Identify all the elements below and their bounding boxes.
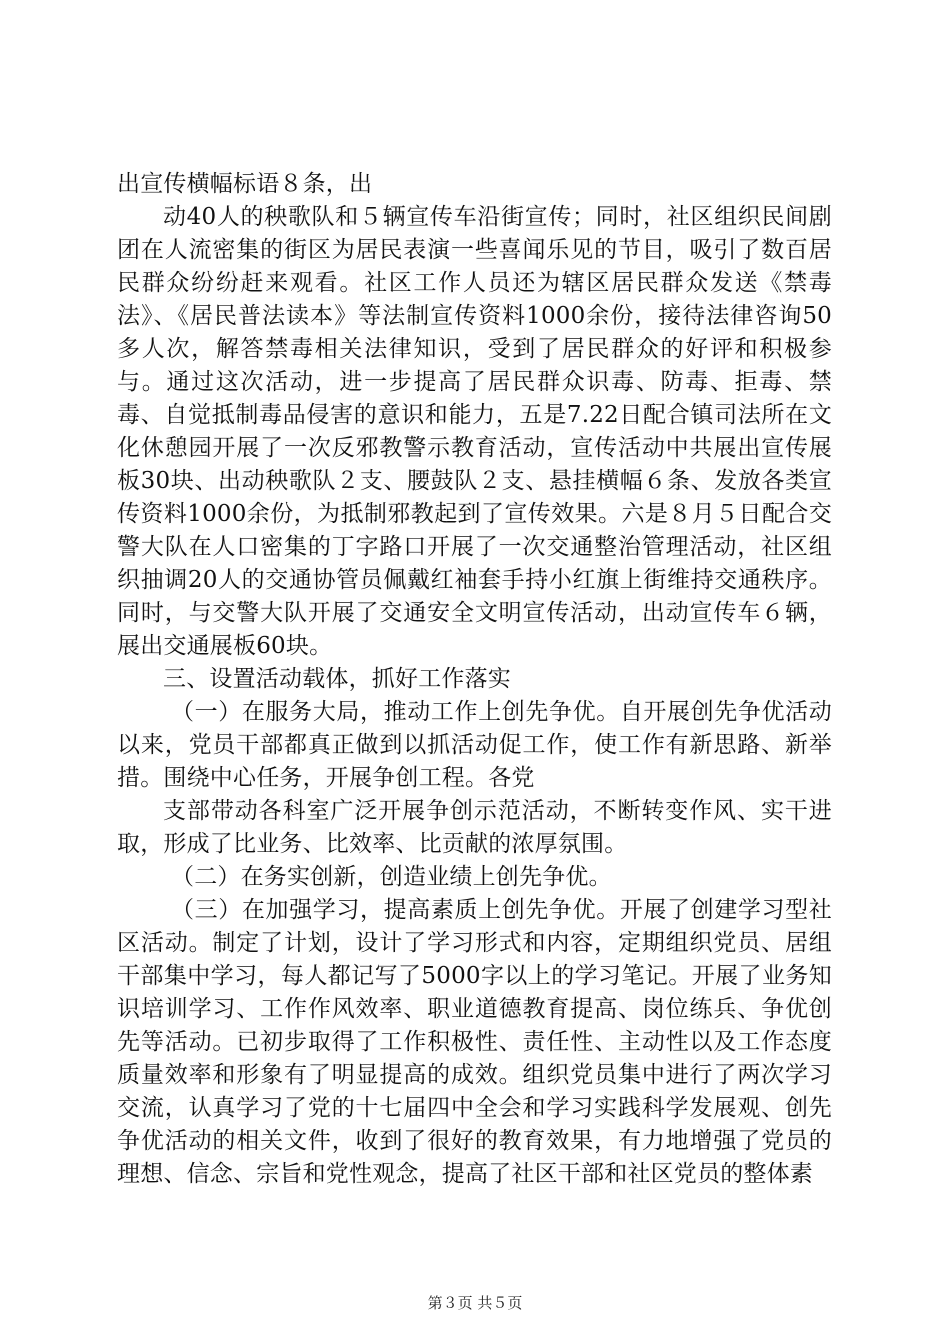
page-footer: 第３页 共５页 bbox=[427, 1294, 523, 1312]
document-body bbox=[117, 168, 832, 1191]
paragraph-continuation: 出宣传横幅标语８条，出 bbox=[117, 171, 373, 197]
paragraph-item-1: （一）在服务大局，推动工作上创先争优。自开展创先争优活动以来，党员干部都真正做到以抓活动促工作，使工作有新思路、新举措。围绕中心任务，开展争创工程。各党 bbox=[117, 699, 832, 791]
paragraph-item-3: （三）在加强学习，提高素质上创先争优。开展了创建学习型社区活动。制定了计划，设计了学习形式和内容，定期组织党员、居组干部集中学习，每人都记写了5000字以上的学习笔记。开展了业务知识培训学习、工作作风效率、职业道德教育提高、岗位练兵、争优创先等活动。已初步取得了工作积极性、责任性、主动性以及工作态度质量效率和形象有了明显提高的成效。组织党员集中进行了两次学习交流，认真学习了党的十七届四中全会和学习实践科学发展观、创先争优活动的相关文件，收到了很好的教育效果，有力地增强了党员的理想、信念、宗旨和党性观念，提高了社区干部和社区党员的整体素 bbox=[117, 897, 832, 1187]
section-heading-3: 三、设置活动载体，抓好工作落实 bbox=[163, 666, 511, 692]
paragraph-item-2: （二）在务实创新，创造业绩上创先争优。 bbox=[171, 864, 612, 890]
paragraph-activities: 动40人的秧歌队和５辆宣传车沿街宣传；同时，社区组织民间剧团在人流密集的街区为居民表演一些喜闻乐见的节目，吸引了数百居民群众纷纷赶来观看。社区工作人员还为辖区居民群众发送《禁毒法》、《居民普法读本》等法制宣传资料1000余份，接待法律咨询50多人次，解答禁毒相关法律知识，受到了居民群众的好评和积极参与。通过这次活动，进一步提高了居民群众识毒、防毒、拒毒、禁毒、自觉抵制毒品侵害的意识和能力，五是7.22日配合镇司法所在文化休憩园开展了一次反邪教警示教育活动，宣传活动中共展出宣传展板30块、出动秧歌队２支、腰鼓队２支、悬挂横幅６条、发放各类宣传资料1000余份，为抵制邪教起到了宣传效果。六是８月５日配合交警大队在人口密集的丁字路口开展了一次交通整治管理活动，社区组织抽调20人的交通协管员佩戴红袖套手持小红旗上街维持交通秩序。同时，与交警大队开展了交通安全文明宣传活动，出动宣传车６辆，展出交通展板60块。 bbox=[117, 204, 832, 659]
paragraph-item-1-cont: 支部带动各科室广泛开展争创示范活动，不断转变作风、实干进取，形成了比业务、比效率、比贡献的浓厚氛围。 bbox=[117, 798, 832, 857]
